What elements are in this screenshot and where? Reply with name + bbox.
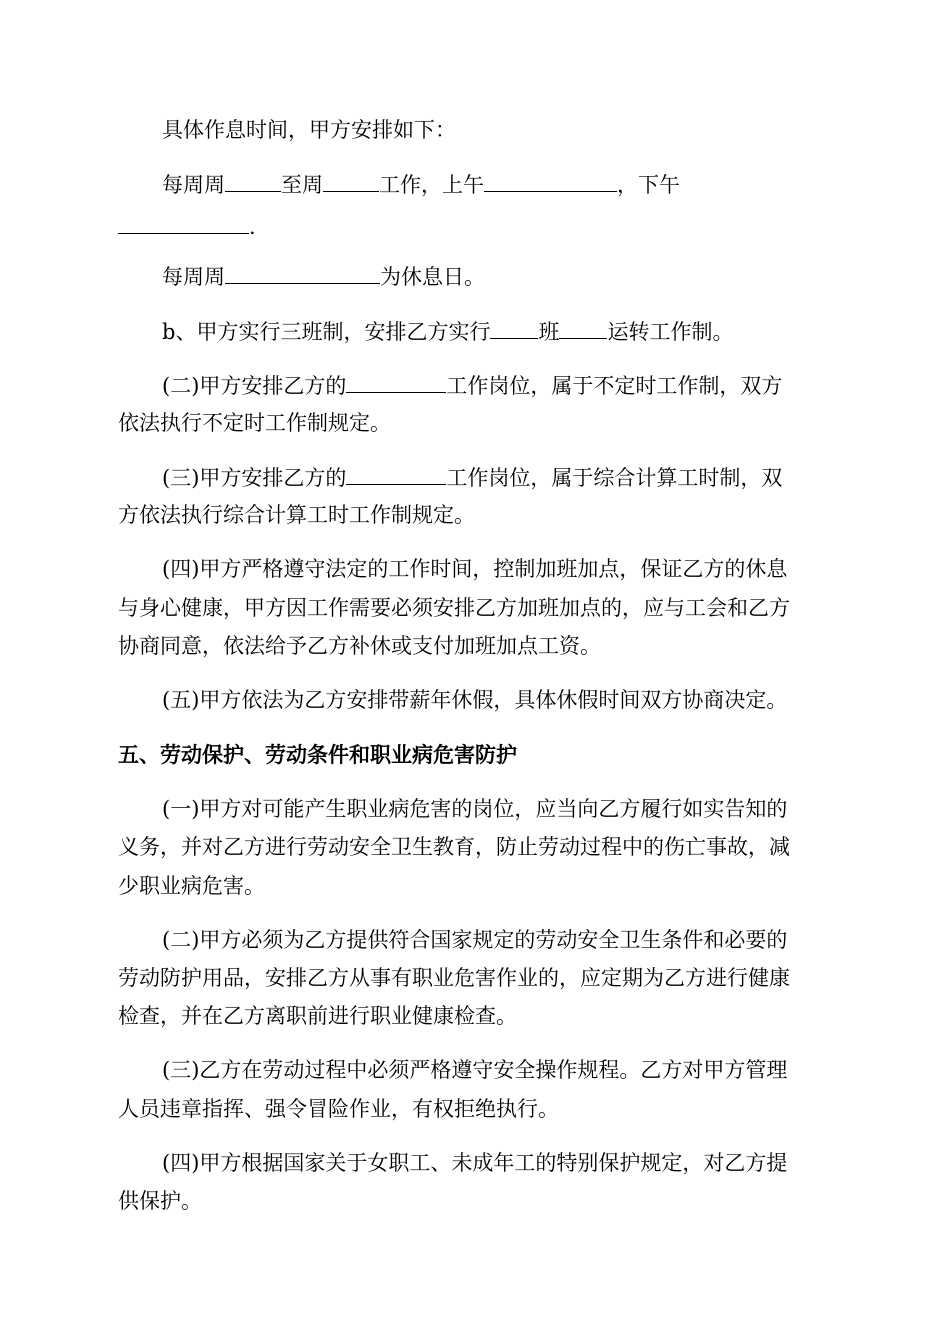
item-2b-text-3: 检查，并在乙方离职前进行职业健康检查。 bbox=[118, 1004, 517, 1028]
shift-system-line bbox=[162, 317, 882, 346]
item-3b-text-2: 人员违章指挥、强令冒险作业，有权拒绝执行。 bbox=[118, 1097, 559, 1121]
item-4b-text-1: (四)甲方根据国家关于女职工、未成年工的特别保护规定，对乙方提 bbox=[162, 1151, 788, 1175]
item-4a-text-2: 与身心健康，甲方因工作需要必须安排乙方加班加点的，应与工会和乙方 bbox=[118, 596, 790, 620]
item-2a-text-1: (二)甲方安排乙方的 bbox=[162, 374, 347, 398]
end-day-blank bbox=[323, 170, 379, 192]
item-2a-text-3: 依法执行不定时工作制规定。 bbox=[118, 411, 391, 435]
item-4b-line-1 bbox=[162, 1149, 882, 1177]
schedule-line-end: . bbox=[249, 215, 256, 239]
shift-text-2: 班 bbox=[538, 320, 560, 344]
schedule-text-4: ，下午 bbox=[617, 173, 680, 197]
afternoon-hours-blank bbox=[118, 212, 249, 234]
item-2b-line-1 bbox=[162, 926, 882, 954]
item-3b-text-1: (三)乙方在劳动过程中必须严格遵守安全操作规程。乙方对甲方管理 bbox=[162, 1058, 788, 1082]
item-4a-line-3 bbox=[118, 632, 838, 660]
schedule-line-continued bbox=[118, 212, 838, 241]
item-3-comprehensive-hours bbox=[162, 463, 882, 492]
item-4a-text-3: 协商同意，依法给予乙方补休或支付加班加点工资。 bbox=[118, 634, 601, 658]
rest-day-line bbox=[162, 262, 882, 291]
schedule-text-1: 每周周 bbox=[162, 173, 225, 197]
item-4a-line-1 bbox=[162, 555, 882, 583]
item-2b-text-1: (二)甲方必须为乙方提供符合国家规定的劳动安全卫生条件和必要的 bbox=[162, 928, 788, 952]
item-4a-text-1: (四)甲方严格遵守法定的工作时间，控制加班加点，保证乙方的休息 bbox=[162, 557, 788, 581]
position-blank-1 bbox=[346, 371, 446, 393]
item-4b-line-2 bbox=[118, 1187, 838, 1215]
item-2-indefinite-hours bbox=[162, 371, 882, 400]
item-1b-line-3 bbox=[118, 872, 838, 900]
item-3a-text-3: 方依法执行综合计算工时工作制规定。 bbox=[118, 503, 475, 527]
item-1b-text-3: 少职业病危害。 bbox=[118, 874, 265, 898]
item-5a-line bbox=[162, 686, 882, 714]
section-5-heading bbox=[118, 741, 838, 769]
rotation-count-blank bbox=[559, 317, 607, 339]
schedule-text-3: 工作，上午 bbox=[379, 173, 484, 197]
item-2b-line-2 bbox=[118, 964, 838, 992]
schedule-line bbox=[162, 170, 882, 199]
rest-day-blank bbox=[225, 262, 380, 284]
schedule-intro-text: 具体作息时间，甲方安排如下： bbox=[162, 118, 456, 142]
item-2a-text-2: 工作岗位，属于不定时工作制，双方 bbox=[446, 374, 783, 398]
item-1b-text-1: (一)甲方对可能产生职业病危害的岗位，应当向乙方履行如实告知的 bbox=[162, 797, 788, 821]
start-day-blank bbox=[225, 170, 281, 192]
item-1b-text-2: 义务，并对乙方进行劳动安全卫生教育，防止劳动过程中的伤亡事故，减 bbox=[118, 835, 790, 859]
item-3b-line-2 bbox=[118, 1095, 838, 1123]
section-5-heading-text: 五、劳动保护、劳动条件和职业病危害防护 bbox=[118, 742, 517, 767]
item-4b-text-2: 供保护。 bbox=[118, 1189, 202, 1213]
item-1b-line-1 bbox=[162, 795, 882, 823]
schedule-intro bbox=[162, 116, 882, 144]
schedule-text-2: 至周 bbox=[281, 173, 323, 197]
morning-hours-blank bbox=[484, 170, 617, 192]
shift-text-1: b、甲方实行三班制，安排乙方实行 bbox=[162, 320, 491, 344]
item-2b-text-2: 劳动防护用品，安排乙方从事有职业危害作业的，应定期为乙方进行健康 bbox=[118, 966, 790, 990]
shift-count-blank bbox=[490, 317, 538, 339]
item-2b-line-3 bbox=[118, 1002, 838, 1030]
rest-day-text-2: 为休息日。 bbox=[380, 265, 485, 289]
item-3a-line-2 bbox=[118, 501, 838, 529]
item-3a-text-1: (三)甲方安排乙方的 bbox=[162, 466, 347, 490]
item-2a-line-2 bbox=[118, 409, 838, 437]
shift-text-3: 运转工作制。 bbox=[607, 320, 734, 344]
item-3b-line-1 bbox=[162, 1056, 882, 1084]
item-1b-line-2 bbox=[118, 833, 838, 861]
item-3a-text-2: 工作岗位，属于综合计算工时制，双 bbox=[446, 466, 783, 490]
position-blank-2 bbox=[346, 463, 446, 485]
rest-day-text-1: 每周周 bbox=[162, 265, 225, 289]
item-4a-line-2 bbox=[118, 594, 838, 622]
item-5a-text: (五)甲方依法为乙方安排带薪年休假，具体休假时间双方协商决定。 bbox=[162, 688, 788, 712]
